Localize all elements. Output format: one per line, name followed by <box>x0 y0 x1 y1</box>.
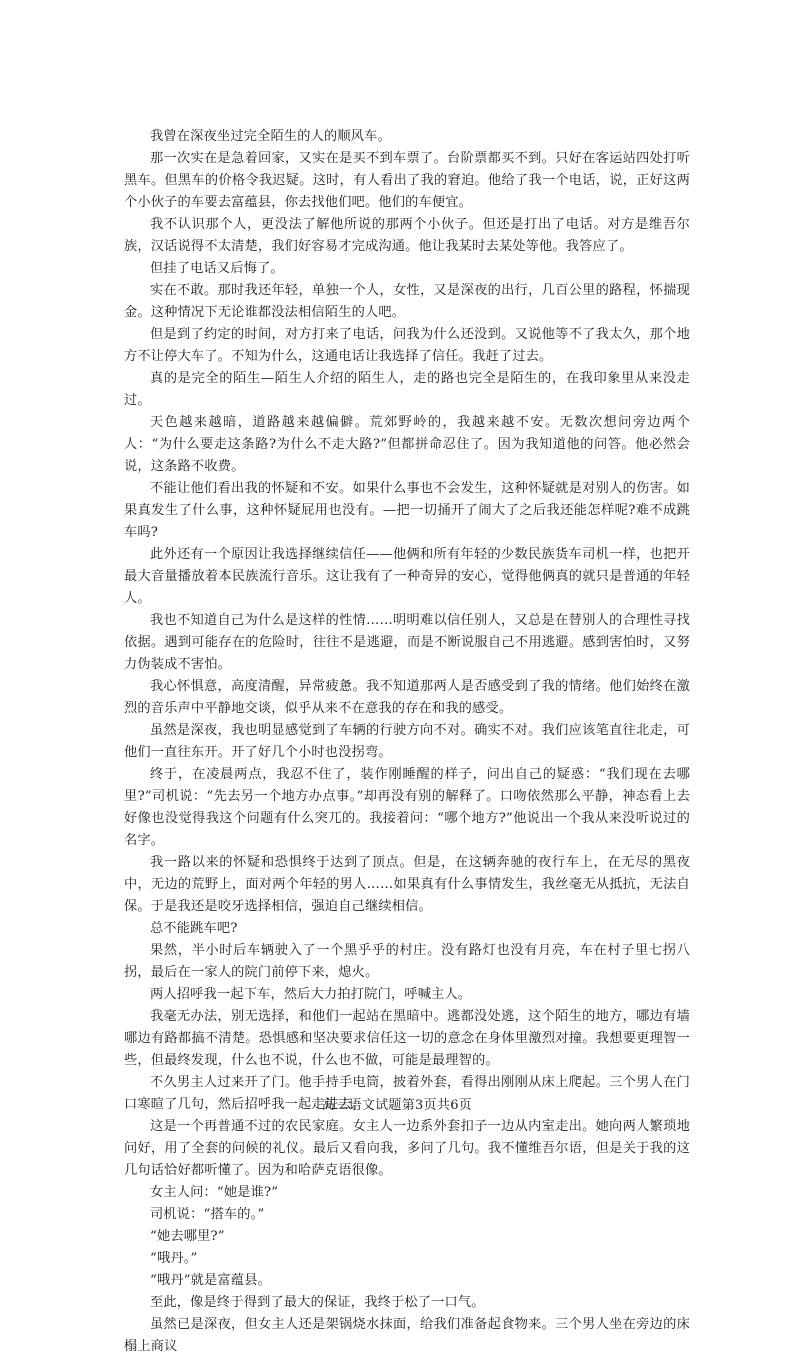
paragraph: 实在不敢。那时我还年轻，单独一个人，女性，又是深夜的出行，几百公里的路程，怀揣现金。这种情况下无论谁都没法相信陌生的人吧。 <box>124 283 690 320</box>
article-body <box>124 126 690 1358</box>
paragraph: 总不能跳车吧? <box>150 921 238 936</box>
paragraph: 虽然已是深夜，但女主人还是架锅烧水抹面，给我们准备起食物来。三个男人坐在旁边的床榻上商议 <box>124 1317 690 1354</box>
paragraph: 但是到了约定的时间，对方打来了电话，问我为什么还没到。又说他等不了我太久，那个地方不让停大车了。不知为什么，这通电话让我选择了信任。我赶了过去。 <box>124 327 690 364</box>
paragraph: 不能让他们看出我的怀疑和不安。如果什么事也不会发生，这种怀疑就是对别人的伤害。如果真发生了什么事，这种怀疑屁用也没有。—把一切捅开了闹大了之后我还能怎样呢?难不成跳车吗? <box>124 481 690 540</box>
paragraph: 我一路以来的怀疑和恐惧终于达到了顶点。但是，在这辆奔驰的夜行车上，在无尽的黑夜中，无边的荒野上，面对两个年轻的男人……如果真有什么事情发生，我丝毫无从抵抗，无法自保。于是我还是咬牙选择相信，强迫自己继续相信。 <box>124 855 690 914</box>
paragraph: 真的是完全的陌生—陌生人介绍的陌生人，走的路也完全是陌生的，在我印象里从来没走过。 <box>124 371 690 408</box>
paragraph: 虽然是深夜，我也明显感觉到了车辆的行驶方向不对。确实不对。我们应该笔直往北走，可他们一直往东开。开了好几个小时也没拐弯。 <box>124 723 690 760</box>
paragraph: 不久男主人过来开了门。他手持手电筒，披着外套，看得出刚刚从床上爬起。三个男人在门口寒暄了几句，然后招呼我一起走进去。 <box>124 1075 690 1112</box>
paragraph: “她去哪里?” <box>150 1229 225 1244</box>
paragraph: 这是一个再普通不过的农民家庭。女主人一边系外套扣子一边从内室走出。她向两人繁琐地问好，用了全套的问候的礼仪。最后又看向我，多问了几句。我不懂维吾尔语，但是关于我的这几句话恰好都听懂了。因为和哈萨克语很像。 <box>124 1119 690 1178</box>
paragraph: 女主人问：“她是谁?” <box>150 1185 279 1200</box>
paragraph: 我毫无办法，别无选择，和他们一起站在黑暗中。逃都没处逃，这个陌生的地方，哪边有墙哪边有路都搞不清楚。恐惧感和坚决要求信任这一切的意念在身体里激烈对撞。我想要更理智一些，但最终发现，什么也不说，什么也不做，可能是最理智的。 <box>124 1009 690 1068</box>
paragraph: “哦丹”就是富蕴县。 <box>150 1273 271 1288</box>
paragraph: 司机说：“搭车的。” <box>150 1207 265 1222</box>
paragraph: 我心怀惧意，高度清醒，异常疲惫。我不知道那两人是否感受到了我的情绪。他们始终在激烈的音乐声中平静地交谈，似乎从来不在意我的存在和我的感受。 <box>124 679 690 716</box>
paragraph: 天色越来越暗，道路越来越偏僻。荒郊野岭的，我越来越不安。无数次想问旁边两个人：“为什么要走这条路?为什么不走大路?”但都拼命忍住了。因为我知道他的问答。他必然会说，这条路不收费。 <box>124 415 690 474</box>
paragraph: “哦丹。” <box>150 1251 198 1266</box>
paragraph: 终于，在凌晨两点，我忍不住了，装作刚睡醒的样子，问出自己的疑惑：“我们现在去哪里?”司机说：“先去另一个地方办点事。”却再没有别的解释了。口吻依然那么平静，神态看上去好像也没觉得我这个问题有什么突兀的。我接着问：“哪个地方?”他说出一个我从来没听说过的名字。 <box>124 767 690 848</box>
paragraph: 此外还有一个原因让我选择继续信任——他俩和所有年轻的少数民族货车司机一样，也把开最大音量播放着本民族流行音乐。这让我有了一种奇异的安心，觉得他俩真的就只是普通的年轻人。 <box>124 547 690 606</box>
page-footer: 高三语文试题第3页共6页 <box>321 1098 473 1113</box>
paragraph: 我曾在深夜坐过完全陌生的人的顺风车。 <box>150 129 391 144</box>
paragraph: 至此，像是终于得到了最大的保证，我终于松了一口气。 <box>150 1295 485 1310</box>
paragraph: 但挂了电话又后悔了。 <box>150 261 284 276</box>
paragraph: 果然，半小时后车辆驶入了一个黑乎乎的村庄。没有路灯也没有月亮，车在村子里七拐八拐，最后在一家人的院门前停下来，熄火。 <box>124 943 690 980</box>
paragraph: 两人招呼我一起下车，然后大力拍打院门，呼喊主人。 <box>150 987 472 1002</box>
paragraph: 那一次实在是急着回家，又实在是买不到车票了。台阶票都买不到。只好在客运站四处打听黑车。但黑车的价格令我迟疑。这时，有人看出了我的窘迫。他给了我一个电话，说，正好这两个小伙子的车要去富蕴县，你去找他们吧。他们的车便宜。 <box>124 151 690 210</box>
paragraph: 我也不知道自己为什么是这样的性情……明明难以信任别人，又总是在替别人的合理性寻找依据。遇到可能存在的危险时，往往不是逃避，而是不断说服自己不用逃避。感到害怕时，又努力伪装成不害怕。 <box>124 613 690 672</box>
paragraph: 我不认识那个人，更没法了解他所说的那两个小伙子。但还是打出了电话。对方是维吾尔族，汉话说得不太清楚，我们好容易才完成沟通。他让我某时去某处等他。我答应了。 <box>124 217 690 254</box>
